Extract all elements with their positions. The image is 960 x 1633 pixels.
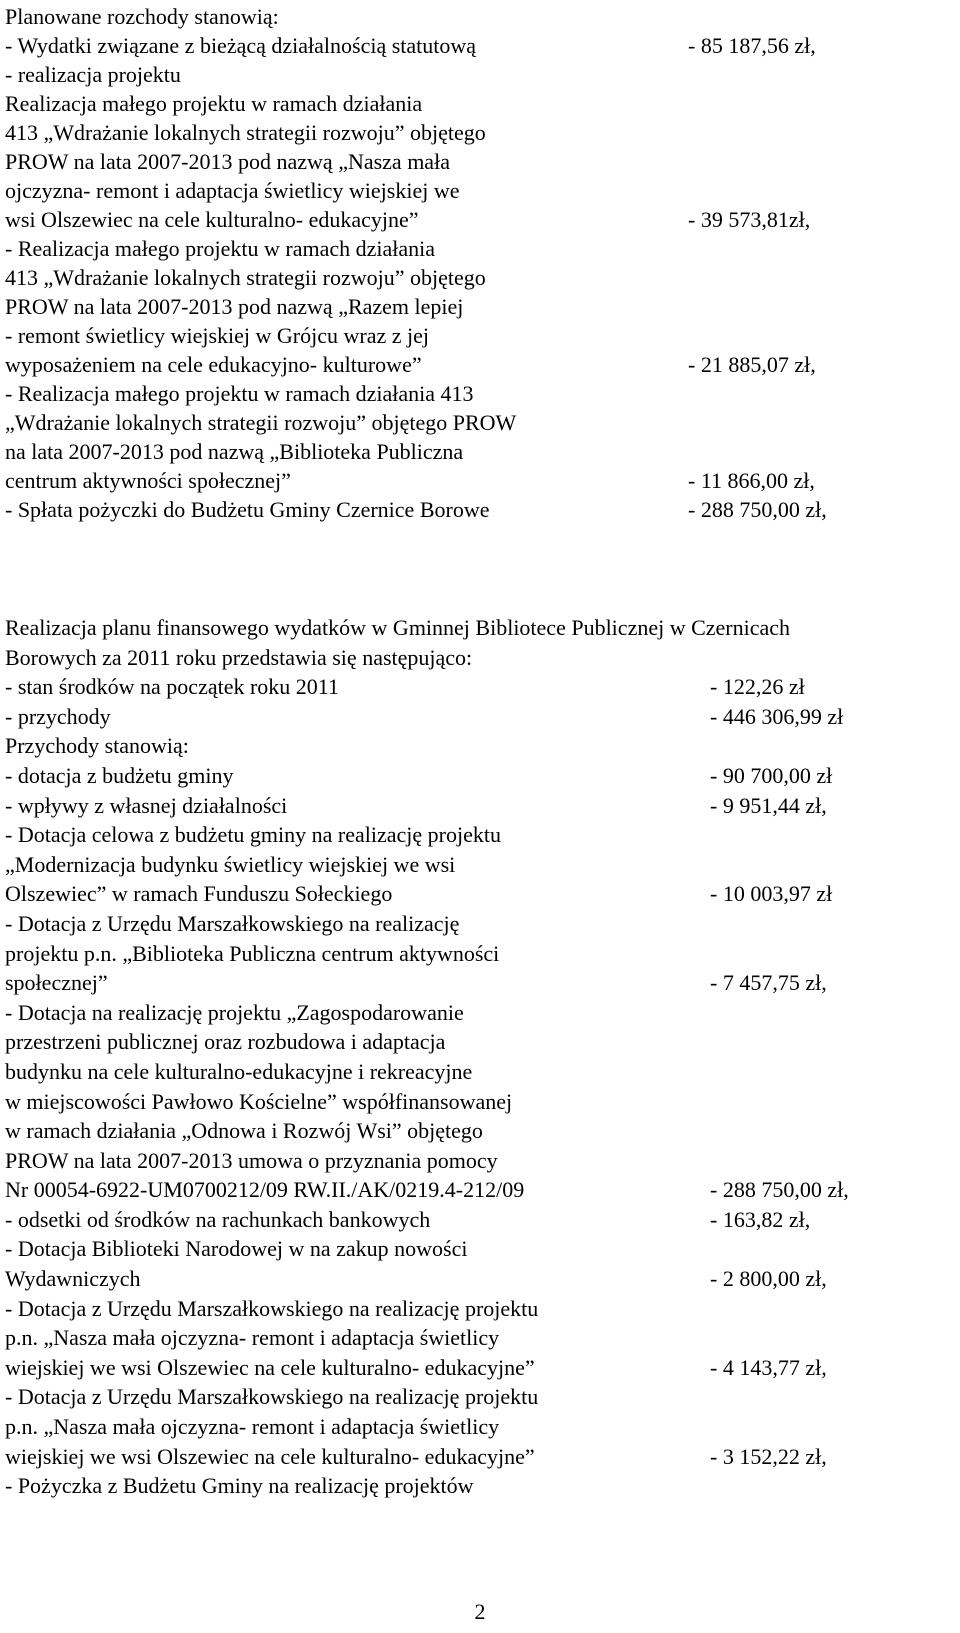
line-text: wsi Olszewiec na cele kulturalno- edukacyjne” (5, 207, 419, 232)
line-text: Wydawniczych (5, 1266, 141, 1292)
line-text: wyposażeniem na cele edukacyjno- kulturowe” (5, 352, 422, 377)
text-line (5, 176, 955, 205)
line-text: „Modernizacja budynku świetlicy wiejskiej we wsi (5, 851, 456, 877)
text-line (5, 466, 955, 495)
text-line (5, 263, 955, 292)
page-number: 2 (474, 1599, 486, 1624)
line-amount: - 163,82 zł, (710, 1206, 811, 1232)
text-line (5, 31, 955, 60)
line-text: - Dotacja z Urzędu Marszałkowskiego na realizację projektu (5, 1295, 539, 1321)
line-text: ojczyzna- remont i adaptacja świetlicy wiejskiej we (5, 178, 460, 203)
text-line (5, 1264, 955, 1294)
line-text: - dotacja z budżetu gminy (5, 762, 234, 788)
text-line (5, 60, 955, 89)
text-line (5, 731, 955, 761)
text-line (5, 205, 955, 234)
text-line (5, 939, 955, 969)
text-line (5, 672, 955, 702)
text-line (5, 1412, 955, 1442)
text-line (5, 1205, 955, 1235)
line-text: PROW na lata 2007-2013 umowa o przyznania pomocy (5, 1147, 498, 1173)
line-text: PROW na lata 2007-2013 pod nazwą „Nasza mała (5, 149, 450, 174)
library-financial-plan-section (5, 613, 955, 1501)
text-line (5, 495, 955, 524)
text-line (5, 437, 955, 466)
text-line (5, 1294, 955, 1324)
line-text: 413 „Wdrażanie lokalnych strategii rozwoju” objętego (5, 265, 486, 290)
text-line (5, 292, 955, 321)
text-line (5, 1057, 955, 1087)
text-line (5, 613, 955, 643)
line-text: Realizacja planu finansowego wydatków w Gminnej Bibliotece Publicznej w Czernicach (5, 615, 791, 640)
text-line (5, 2, 955, 31)
line-text: - Dotacja Biblioteki Narodowej w na zakup nowości (5, 1236, 468, 1262)
line-amount: - 7 457,75 zł, (710, 970, 827, 996)
text-line (5, 761, 955, 791)
text-line (5, 147, 955, 176)
line-amount: - 288 750,00 zł, (688, 497, 827, 522)
text-line (5, 909, 955, 939)
text-line (5, 791, 955, 821)
text-line (5, 1234, 955, 1264)
line-text: Przychody stanowią: (5, 733, 189, 759)
text-line (5, 643, 955, 673)
line-text: PROW na lata 2007-2013 pod nazwą „Razem lepiej (5, 294, 464, 319)
text-line (5, 702, 955, 732)
line-text: Nr 00054-6922-UM0700212/09 RW.II./AK/0219.4-212/09 (5, 1177, 525, 1203)
text-line (5, 1175, 955, 1205)
line-text: Borowych za 2011 roku przedstawia się następująco: (5, 644, 473, 670)
line-text: na lata 2007-2013 pod nazwą „Biblioteka Publiczna (5, 439, 464, 464)
line-text: - Dotacja na realizację projektu „Zagospodarowanie (5, 999, 464, 1025)
line-text: wiejskiej we wsi Olszewiec na cele kulturalno- edukacyjne” (5, 1354, 535, 1380)
line-text: - Dotacja z Urzędu Marszałkowskiego na realizację projektu (5, 1384, 539, 1410)
line-text: - wpływy z własnej działalności (5, 792, 288, 818)
line-text: p.n. „Nasza mała ojczyzna- remont i adaptacja świetlicy (5, 1414, 500, 1440)
text-line (5, 118, 955, 147)
text-line (5, 350, 955, 379)
text-line (5, 998, 955, 1028)
text-line (5, 1027, 955, 1057)
text-line (5, 408, 955, 437)
planned-expenditures-section (5, 2, 955, 524)
line-amount: - 85 187,56 zł, (688, 33, 816, 58)
line-text: w miejscowości Pawłowo Kościelne” współfinansowanej (5, 1088, 513, 1114)
line-text: - realizacja projektu (5, 62, 181, 87)
line-text: przestrzeni publicznej oraz rozbudowa i adaptacja (5, 1029, 446, 1055)
line-text: Olszewiec” w ramach Funduszu Sołeckiego (5, 881, 393, 907)
text-line (5, 968, 955, 998)
line-amount: - 2 800,00 zł, (710, 1266, 827, 1292)
line-amount: - 10 003,97 zł (710, 881, 833, 907)
line-text: - Dotacja z Urzędu Marszałkowskiego na realizację (5, 910, 460, 936)
line-text: wiejskiej we wsi Olszewiec na cele kulturalno- edukacyjne” (5, 1443, 535, 1469)
line-text: społecznej” (5, 970, 108, 996)
text-line (5, 1323, 955, 1353)
line-text: „Wdrażanie lokalnych strategii rozwoju” objętego PROW (5, 410, 517, 435)
line-amount: - 90 700,00 zł (710, 762, 833, 788)
line-amount: - 3 152,22 zł, (710, 1443, 827, 1469)
text-line (5, 820, 955, 850)
text-line (5, 89, 955, 118)
text-line (5, 321, 955, 350)
line-text: - stan środków na początek roku 2011 (5, 674, 339, 700)
text-line (5, 379, 955, 408)
text-line (5, 1146, 955, 1176)
line-text: - odsetki od środków na rachunkach bankowych (5, 1206, 431, 1232)
line-text: - Spłata pożyczki do Budżetu Gminy Czernice Borowe (5, 497, 490, 522)
line-text: - przychody (5, 703, 111, 729)
line-amount: - 446 306,99 zł (710, 703, 844, 729)
line-amount: - 21 885,07 zł, (688, 352, 816, 377)
text-line (5, 1442, 955, 1472)
text-line (5, 234, 955, 263)
line-text: - Realizacja małego projektu w ramach działania (5, 236, 436, 261)
text-line (5, 1471, 955, 1501)
line-amount: - 39 573,81zł, (688, 207, 811, 232)
line-text: - Wydatki związane z bieżącą działalnością statutową (5, 33, 477, 58)
text-line (5, 1353, 955, 1383)
line-text: w ramach działania „Odnowa i Rozwój Wsi” objętego (5, 1118, 483, 1144)
line-text: - Pożyczka z Budżetu Gminy na realizację projektów (5, 1473, 474, 1499)
line-text: - remont świetlicy wiejskiej w Grójcu wraz z jej (5, 323, 429, 348)
text-line (5, 1382, 955, 1412)
line-amount: - 288 750,00 zł, (710, 1177, 849, 1203)
line-text: Planowane rozchody stanowią: (5, 4, 279, 29)
line-text: Realizacja małego projektu w ramach działania (5, 91, 423, 116)
line-text: - Realizacja małego projektu w ramach działania 413 (5, 381, 474, 406)
text-line (5, 850, 955, 880)
line-text: 413 „Wdrażanie lokalnych strategii rozwoju” objętego (5, 120, 486, 145)
line-text: centrum aktywności społecznej” (5, 468, 291, 493)
line-amount: - 9 951,44 zł, (710, 792, 827, 818)
line-amount: - 122,26 zł (710, 674, 805, 700)
line-text: - Dotacja celowa z budżetu gminy na realizację projektu (5, 822, 501, 848)
line-text: budynku na cele kulturalno-edukacyjne i rekreacyjne (5, 1058, 473, 1084)
line-amount: - 11 866,00 zł, (688, 468, 815, 493)
line-amount: - 4 143,77 zł, (710, 1354, 827, 1380)
text-line (5, 879, 955, 909)
line-text: projektu p.n. „Biblioteka Publiczna centrum aktywności (5, 940, 500, 966)
text-line (5, 1087, 955, 1117)
text-line (5, 1116, 955, 1146)
line-text: p.n. „Nasza mała ojczyzna- remont i adaptacja świetlicy (5, 1325, 500, 1351)
